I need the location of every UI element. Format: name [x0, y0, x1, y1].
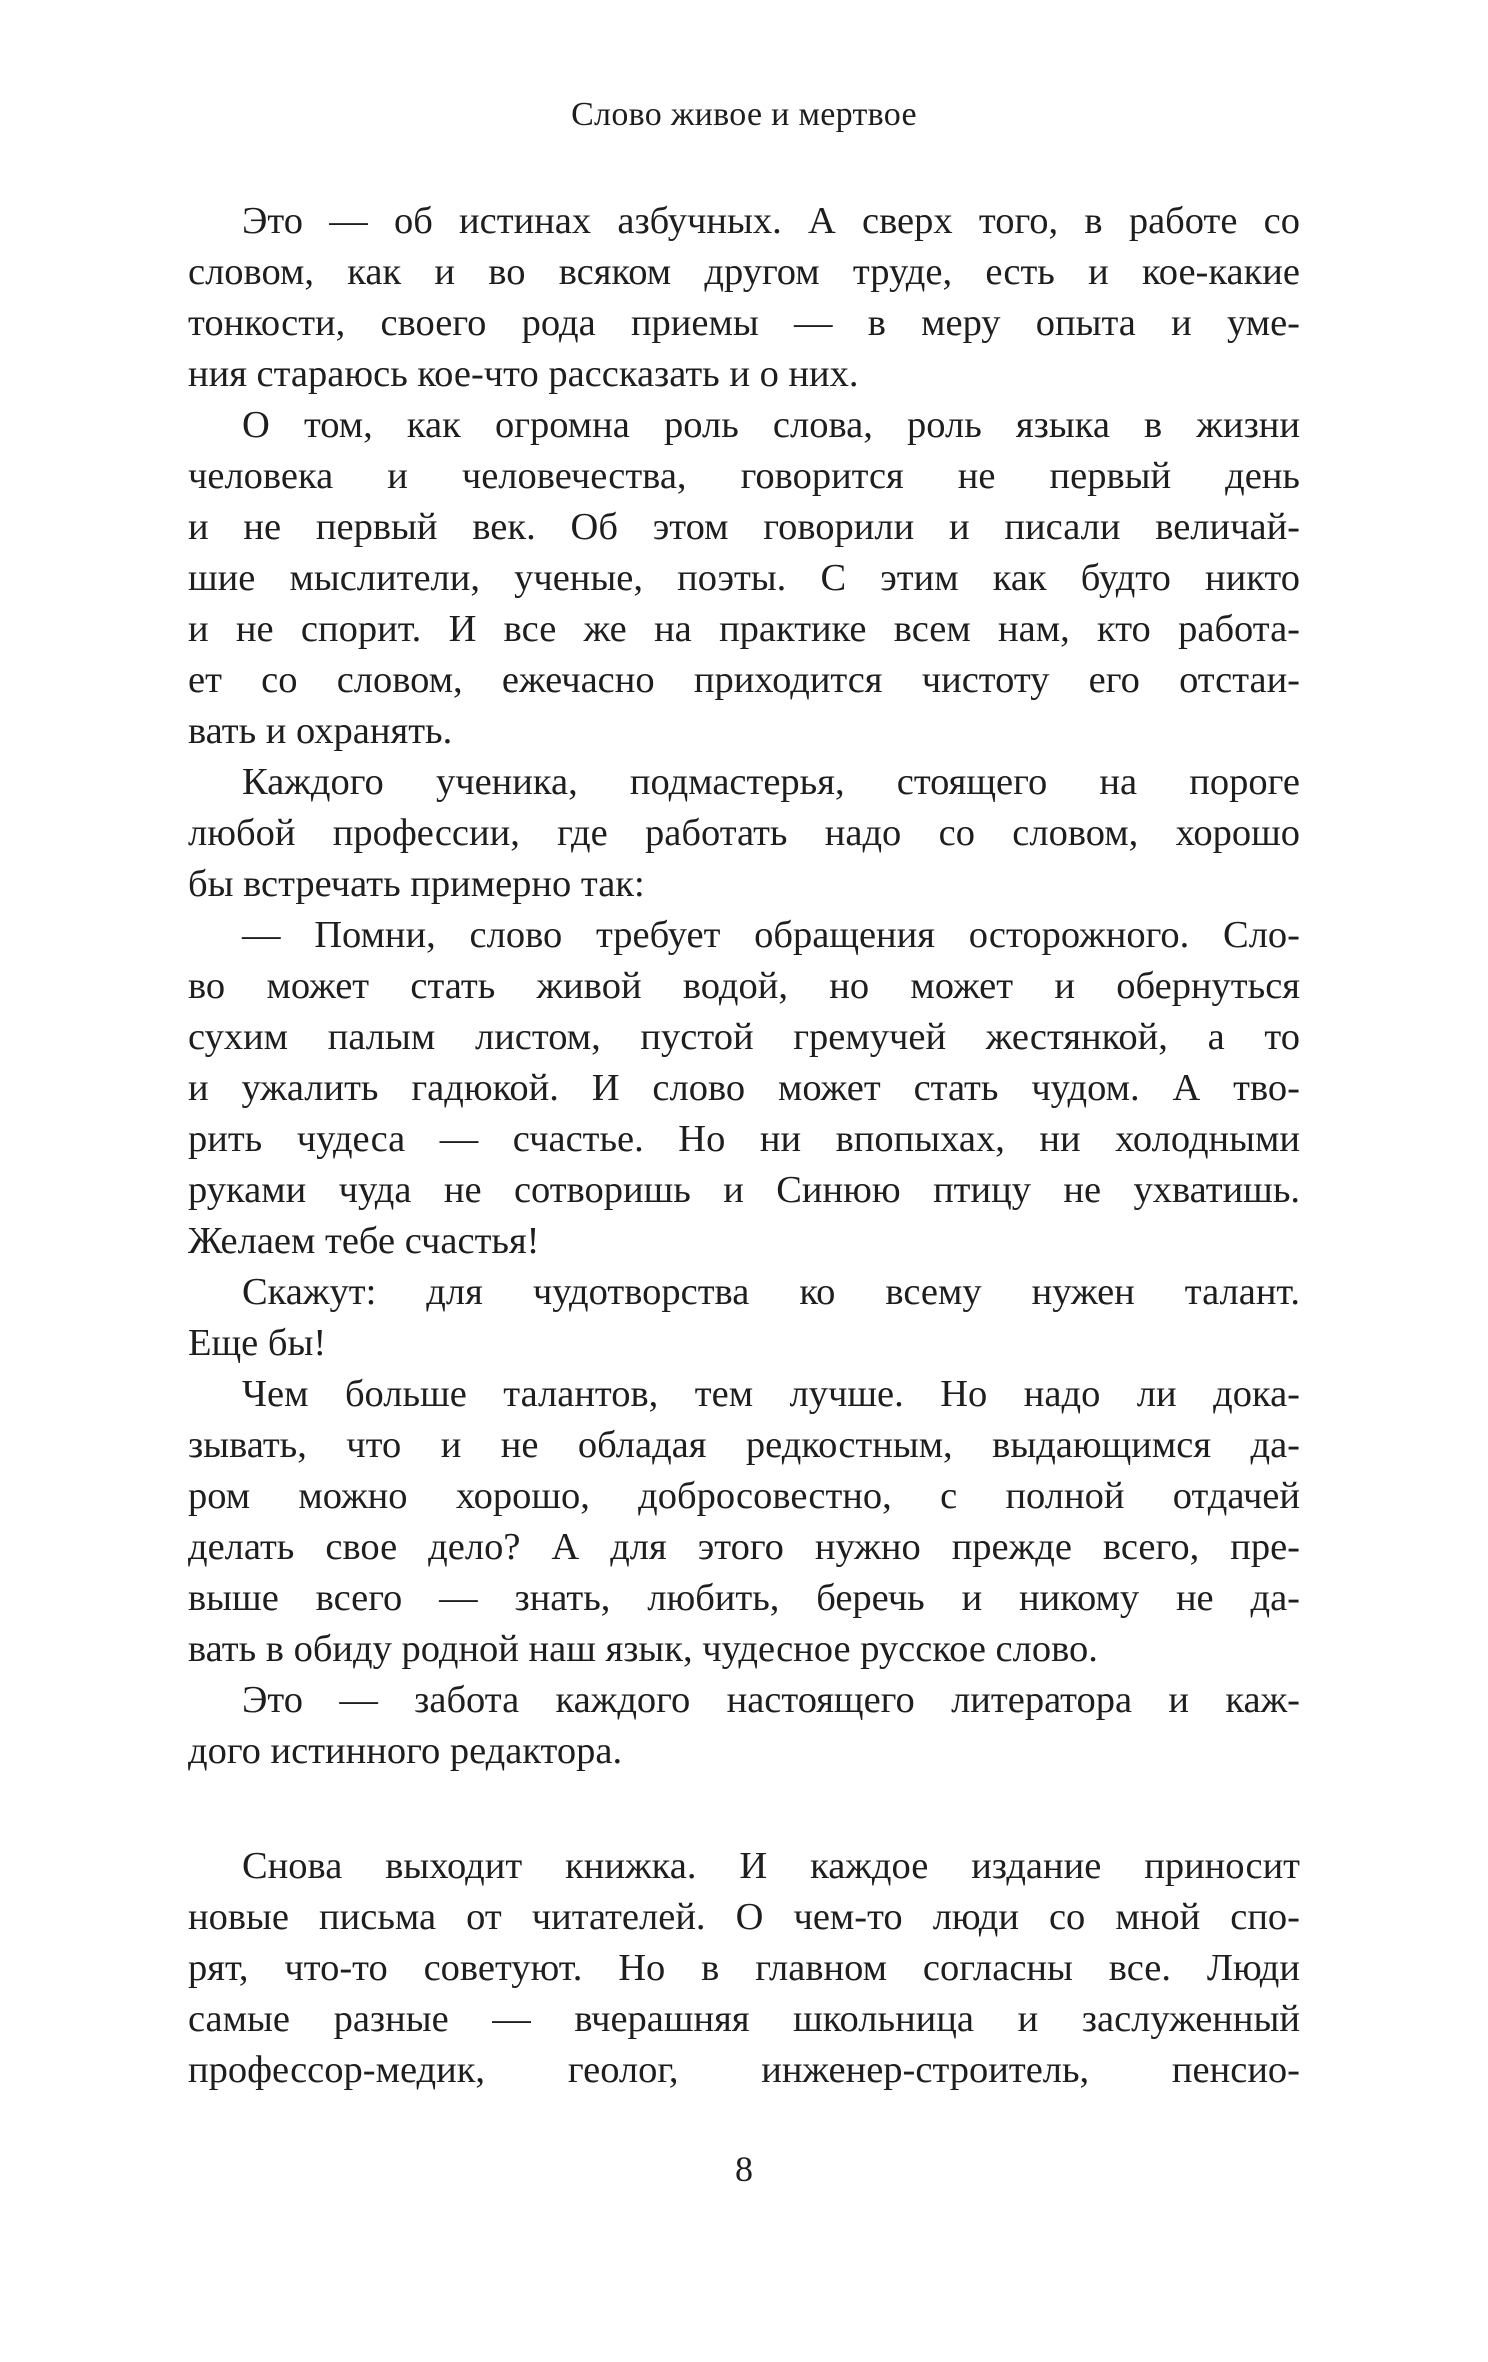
text-line: тонкости, своего рода приемы — в меру опыта и уме- — [188, 302, 1300, 344]
paragraph — [188, 757, 1300, 910]
section-break — [188, 1777, 1300, 1841]
text-line: и не первый век. Об этом говорили и писали величай- — [188, 506, 1300, 548]
text-line: сухим палым листом, пустой гремучей жестянкой, а то — [188, 1016, 1300, 1058]
text-line: новые письма от читателей. О чем-то люди со мной спо- — [188, 1896, 1300, 1938]
text-line: ром можно хорошо, добросовестно, с полной отдачей — [188, 1475, 1300, 1517]
text-line: О том, как огромна роль слова, роль языка в жизни — [242, 404, 1300, 446]
paragraph — [188, 1267, 1300, 1369]
text-line: ет со словом, ежечасно приходится чистоту его отстаи- — [188, 659, 1300, 701]
text-line: Каждого ученика, подмастерья, стоящего на пороге — [242, 761, 1300, 803]
paragraph — [188, 400, 1300, 757]
text-line: любой профессии, где работать надо со словом, хорошо — [188, 812, 1300, 854]
text-line: человека и человечества, говорится не первый день — [188, 455, 1300, 497]
text-line: Желаем тебе счастья! — [188, 1220, 540, 1262]
text-line: зывать, что и не обладая редкостным, выдающимся да- — [188, 1424, 1300, 1466]
text-line: вать и охранять. — [188, 710, 453, 752]
text-line: Чем больше талантов, тем лучше. Но надо ли дока- — [242, 1373, 1300, 1415]
text-line: рят, что-то советуют. Но в главном согласны все. Люди — [188, 1947, 1300, 1989]
text-line: вать в обиду родной наш язык, чудесное русское слово. — [188, 1628, 1098, 1670]
text-line: Это — забота каждого настоящего литератора и каж- — [242, 1679, 1300, 1721]
text-line: рить чудеса — счастье. Но ни впопыхах, ни холодными — [188, 1118, 1300, 1160]
text-line: бы встречать примерно так: — [188, 863, 645, 905]
paragraph — [188, 1841, 1300, 2096]
paragraph — [188, 1369, 1300, 1675]
text-line: выше всего — знать, любить, беречь и никому не да- — [188, 1577, 1300, 1619]
text-line: профессор-медик, геолог, инженер-строитель, пенсио- — [188, 2049, 1300, 2091]
page-number: 8 — [735, 2149, 753, 2189]
text-line: Скажут: для чудотворства ко всему нужен талант. — [242, 1271, 1300, 1313]
text-line: словом, как и во всяком другом труде, есть и кое-какие — [188, 251, 1300, 293]
paragraph — [188, 910, 1300, 1267]
text-line: Еще бы! — [188, 1322, 327, 1364]
body-text — [188, 196, 1300, 2096]
text-line: Снова выходит книжка. И каждое издание приносит — [242, 1845, 1300, 1887]
text-line: во может стать живой водой, но может и обернуться — [188, 965, 1300, 1007]
text-line: — Помни, слово требует обращения осторожного. Сло- — [242, 914, 1300, 956]
text-line: самые разные — вчерашняя школьница и заслуженный — [188, 1998, 1300, 2040]
text-line: руками чуда не сотворишь и Синюю птицу не ухватишь. — [188, 1169, 1300, 1211]
paragraph — [188, 1675, 1300, 1777]
text-line: шие мыслители, ученые, поэты. С этим как будто никто — [188, 557, 1300, 599]
running-title: Слово живое и мертвое — [571, 96, 917, 133]
text-line: Это — об истинах азбучных. А сверх того, в работе со — [242, 200, 1300, 242]
paragraph — [188, 196, 1300, 400]
text-line: делать свое дело? А для этого нужно прежде всего, пре- — [188, 1526, 1300, 1568]
text-line: и ужалить гадюкой. И слово может стать чудом. А тво- — [188, 1067, 1300, 1109]
text-line: и не спорит. И все же на практике всем нам, кто работа- — [188, 608, 1300, 650]
text-line: ния стараюсь кое-что рассказать и о них. — [188, 353, 859, 395]
text-line: дого истинного редактора. — [188, 1730, 623, 1772]
